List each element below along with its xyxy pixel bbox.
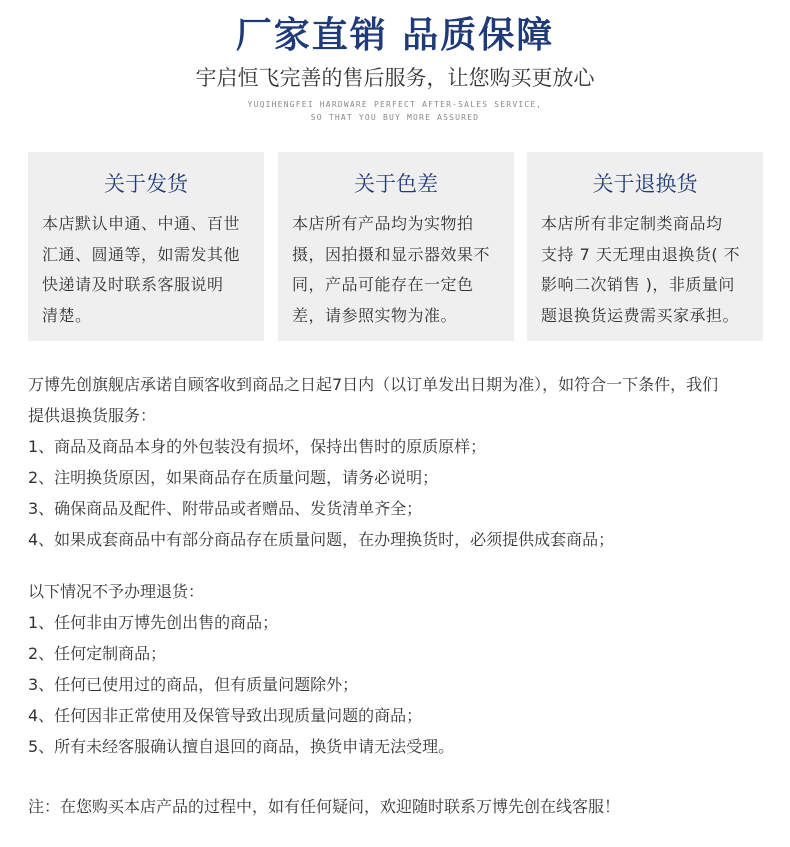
customer-service-note: 注：在您购买本店产品的过程中，如有任何疑问，欢迎随时联系万博先创在线客服！ — [28, 797, 621, 816]
card-text-line: 摄，因拍摄和显示器效果不 — [292, 244, 491, 264]
card-title: 关于色差 — [354, 172, 438, 196]
list-item: 3、确保商品及配件、附带品或者赠品、发货清单齐全； — [28, 499, 423, 518]
list-item: 1、任何非由万博先创出售的商品； — [28, 613, 279, 632]
return-conditions-list — [28, 431, 778, 555]
card-text-line: 本店默认申通、中通、百世 — [42, 214, 241, 233]
list-item: 5、所有未经客服确认擅自退回的商品，换货申请无法受理。 — [28, 737, 455, 756]
list-item: 3、任何已使用过的商品，但有质量问题除外； — [28, 675, 359, 694]
policy-intro-line: 提供退换货服务： — [28, 406, 157, 425]
list-item: 4、如果成套商品中有部分商品存在质量问题，在办理换货时，必须提供成套商品； — [28, 530, 615, 549]
exclusions-list — [28, 607, 778, 762]
card-text-line: 本店所有产品均为实物拍 — [292, 214, 474, 233]
list-item: 2、注明换货原因，如果商品存在质量问题，请务必说明； — [28, 468, 439, 487]
card-returns — [527, 152, 763, 341]
card-title: 关于退换货 — [592, 172, 698, 196]
card-body — [541, 209, 751, 331]
card-text-line: 快递请及时联系客服说明 — [42, 275, 224, 294]
card-text-line: 清楚。 — [42, 305, 92, 325]
page-title: 厂家直销 品质保障 — [235, 15, 555, 56]
page-subtitle: 宇启恒飞完善的售后服务，让您购买更放心 — [195, 66, 595, 90]
list-item: 4、任何因非正常使用及保管导致出现质量问题的商品； — [28, 706, 423, 725]
list-item: 2、任何定制商品； — [28, 644, 167, 663]
card-title: 关于发货 — [104, 172, 188, 196]
card-text-line: 汇通、圆通等，如需发其他 — [42, 244, 241, 264]
policy-intro-line: 万博先创旗舰店承诺自顾客收到商品之日起7日内（以订单发出日期为准），如符合一下条件，我们 — [28, 375, 719, 394]
card-body — [42, 209, 252, 331]
card-text-line: 题退换货运费需买家承担。 — [541, 305, 740, 325]
card-text-line: 影响二次销售 )，非质量问 — [541, 275, 735, 294]
card-text-line: 支持 7 天无理由退换货( 不 — [541, 244, 741, 264]
card-text-line: 本店所有非定制类商品均 — [541, 214, 723, 233]
card-text-line: 同，产品可能存在一定色 — [292, 275, 474, 294]
exclusions-heading: 以下情况不予办理退货： — [28, 582, 205, 601]
english-tagline-2: SO THAT YOU BUY MORE ASSURED — [310, 113, 480, 122]
english-tagline-1: YUQIHENGFEI HARDWARE PERFECT AFTER-SALES SERVICE, — [247, 100, 543, 109]
list-item: 1、商品及商品本身的外包装没有损坏，保持出售时的原质原样； — [28, 437, 487, 456]
card-color-difference — [278, 152, 514, 341]
card-text-line: 差，请参照实物为准。 — [292, 305, 458, 325]
card-body — [292, 209, 502, 331]
policy-intro — [28, 369, 778, 431]
card-shipping — [28, 152, 264, 341]
